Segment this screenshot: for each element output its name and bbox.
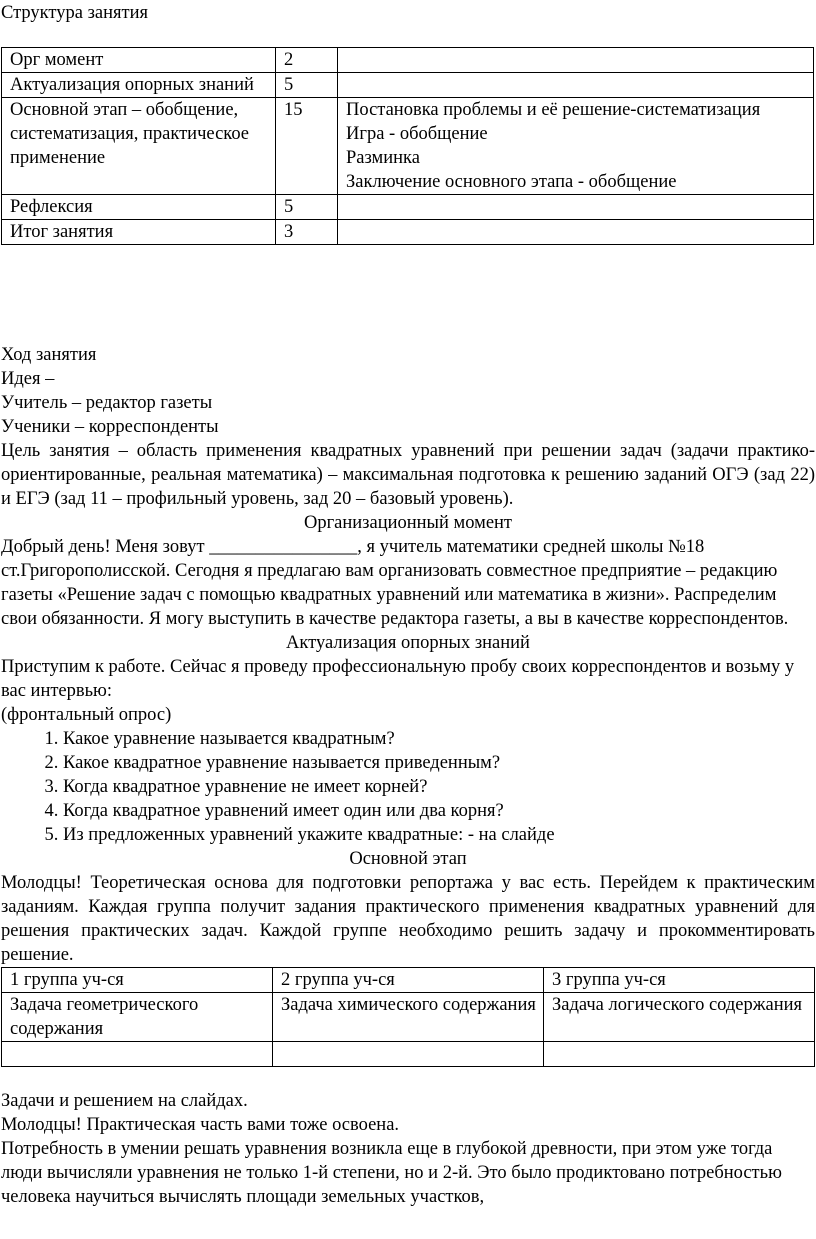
- stage-cell: Основной этап – обобщение, систематизация, практическое применение: [2, 98, 276, 195]
- group-header-cell: 3 группа уч-ся: [544, 968, 815, 993]
- content-line: Постановка проблемы и её решение-систематизация: [346, 100, 761, 120]
- content-cell: [338, 98, 814, 195]
- stage-cell: Актуализация опорных знаний: [2, 73, 276, 98]
- content-cell: [338, 220, 814, 245]
- list-item: 1. Какое уравнение называется квадратным?: [63, 727, 815, 751]
- minutes-cell: 5: [276, 73, 338, 98]
- section-heading-main: Основной этап: [349, 849, 467, 869]
- content-line: Игра - обобщение: [346, 124, 488, 144]
- group-header-cell: 2 группа уч-ся: [273, 968, 544, 993]
- empty-cell: [273, 1042, 544, 1067]
- section-heading-akt: Актуализация опорных знаний: [286, 633, 530, 653]
- list-item: 2. Какое квадратное уравнение называется приведенным?: [63, 751, 815, 775]
- list-item: 3. Когда квадратное уравнение не имеет корней?: [63, 775, 815, 799]
- empty-cell: [2, 1042, 273, 1067]
- question-list: [1, 727, 815, 847]
- org-paragraph: Добрый день! Меня зовут ________________, я учитель математики средней школы №18 ст.Григорополисской. Сегодня я предлагаю вам организовать совместное предприятие – редакцию газеты «Решение задач с помощью квадратных уравнений или математика в жизни». Распределим свои обязанности. Я могу выступить в качестве редактора газеты, а вы в качестве корреспондентов.: [1, 537, 789, 629]
- content-line: Разминка: [346, 148, 420, 168]
- empty-cell: [544, 1042, 815, 1067]
- minutes-cell: 2: [276, 48, 338, 73]
- students-line: Ученики – корреспонденты: [1, 417, 219, 437]
- goal-paragraph: Цель занятия – область применения квадратных уравнений при решении задач (задачи практико-ориентированные, реальная математика) – максимальная подготовка к решению заданий ОГЭ (зад 22) и ЕГЭ (зад 11 – профильный уровень, зад 20 – базовый уровень).: [1, 441, 815, 509]
- table-row: [2, 195, 814, 220]
- slides-line: Задачи и решением на слайдах.: [1, 1091, 248, 1111]
- akt-paragraph: Приступим к работе. Сейчас я проведу профессиональную пробу своих корреспондентов и возьму у вас интервью:: [1, 657, 795, 701]
- task-cell: Задача геометрического содержания: [2, 993, 273, 1042]
- main-paragraph: Молодцы! Теоретическая основа для подготовки репортажа у вас есть. Перейдем к практическим заданиям. Каждая группа получит задания практического применения квадратных уравнений для решения практических задач. Каждой группе необходимо решить задачу и прокомментировать решение.: [1, 873, 815, 965]
- praise-line: Молодцы! Практическая часть вами тоже освоена.: [1, 1115, 400, 1135]
- content-cell: [338, 48, 814, 73]
- minutes-cell: 15: [276, 98, 338, 195]
- task-cell: Задача логического содержания: [544, 993, 815, 1042]
- stage-cell: Рефлексия: [2, 195, 276, 220]
- structure-table: [1, 47, 814, 245]
- task-cell: Задача химического содержания: [273, 993, 544, 1042]
- table-row: [2, 98, 814, 195]
- table-row: [2, 968, 815, 993]
- section-heading-org: Организационный момент: [303, 513, 513, 533]
- spacer: [1, 1067, 815, 1089]
- content-cell: [338, 73, 814, 98]
- teacher-line: Учитель – редактор газеты: [1, 393, 213, 413]
- stage-cell: Орг момент: [2, 48, 276, 73]
- content-line: Заключение основного этапа - обобщение: [346, 172, 677, 192]
- document-body: [1, 343, 815, 1209]
- groups-table: [1, 967, 815, 1067]
- section-heading-hod: Ход занятия: [1, 345, 97, 365]
- minutes-cell: 3: [276, 220, 338, 245]
- table-row: [2, 220, 814, 245]
- table-row: [2, 48, 814, 73]
- table-row: [2, 1042, 815, 1067]
- table-row: [2, 993, 815, 1042]
- akt-note: (фронтальный опрос): [1, 705, 172, 725]
- minutes-cell: 5: [276, 195, 338, 220]
- list-item: 5. Из предложенных уравнений укажите квадратные: - на слайде: [63, 823, 815, 847]
- group-header-cell: 1 группа уч-ся: [2, 968, 273, 993]
- content-cell: [338, 195, 814, 220]
- idea-line: Идея –: [1, 369, 55, 389]
- list-item: 4. Когда квадратное уравнений имеет один или два корня?: [63, 799, 815, 823]
- stage-cell: Итог занятия: [2, 220, 276, 245]
- table-row: [2, 73, 814, 98]
- history-paragraph: Потребность в умении решать уравнения возникла еще в глубокой древности, при этом уже тогда люди вычисляли уравнения не только 1-й степени, но и 2-й. Это было продиктовано потребностью человека научиться вычислять площади земельных участков,: [1, 1139, 782, 1207]
- doc-title: Структура занятия: [1, 3, 149, 23]
